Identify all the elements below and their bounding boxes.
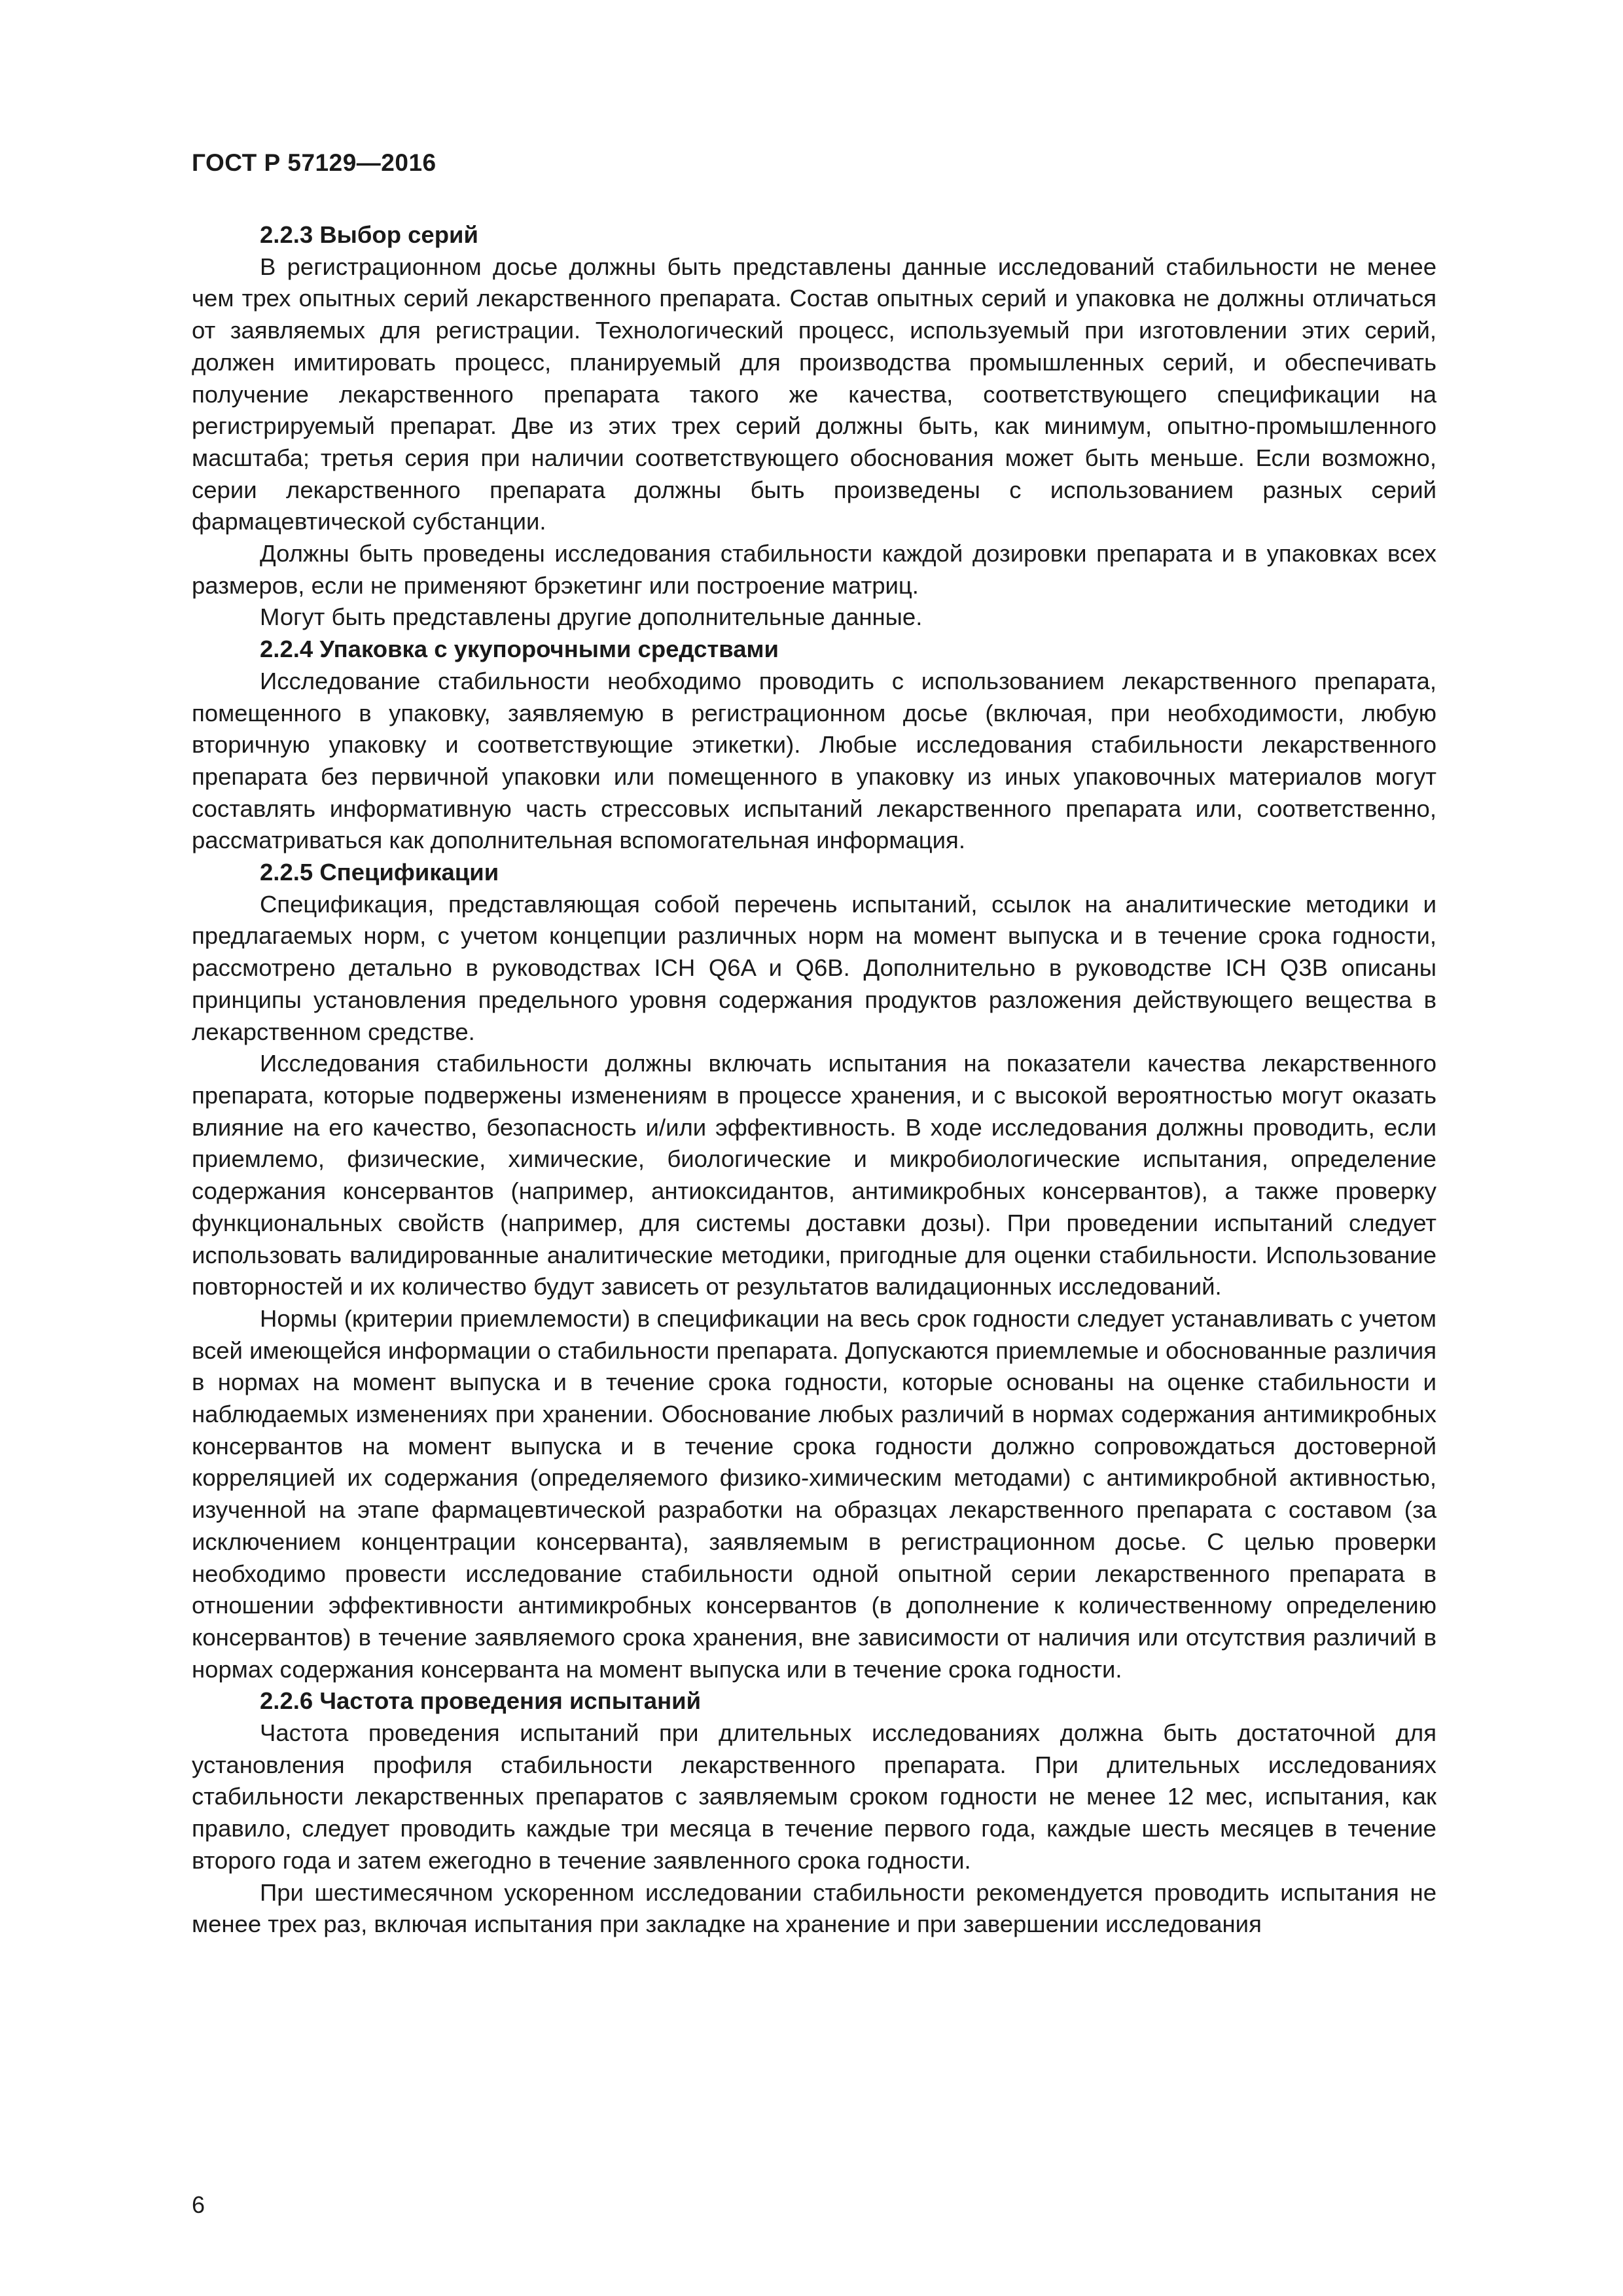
paragraph: Частота проведения испытаний при длительных исследованиях должна быть достаточной для установления профиля стабильности лекарственного препарата. При длительных исследованиях стабильности лекарственных препаратов с заявляемым сроком годности не менее 12 мес, испытания, как правило, следует проводить каждые три месяца в течение первого года, каждые шесть месяцев в течение второго года и затем ежегодно в течение заявленного срока годности. (192, 1719, 1436, 1874)
paragraph: При шестимесячном ускоренном исследовании стабильности рекомендуется проводить испытания не менее трех раз, включая испытания при закладке на хранение и при завершении исследования (192, 1878, 1436, 1938)
paragraph: Могут быть представлены другие дополнительные данные. (260, 603, 923, 631)
standard-id-header: ГОСТ Р 57129—2016 (192, 149, 437, 176)
section-2-2-3 (192, 219, 1436, 634)
paragraph: Исследование стабильности необходимо проводить с использованием лекарственного препарата, помещенного в упаковку, заявляемую в регистрационном досье (включая, при необходимости, любую вторичную упаковку и соответствующие этикетки). Любые исследования стабильности лекарственного препарата без первичной упаковки или помещенного в упаковку из иных упаковочных материалов могут составлять информативную часть стрессовых испытаний лекарственного препарата или, соответственно, рассматриваться как дополнительная вспомогательная информация. (192, 667, 1436, 854)
paragraph: Спецификация, представляющая собой перечень испытаний, ссылок на аналитические методики и предлагаемых норм, с учетом концепции различных норм на момент выпуска и в течение срока годности, рассмотрено детально в руководствах ICH Q6A и Q6B. Дополнительно в руководстве ICH Q3B описаны принципы установления предельного уровня содержания продуктов разложения действующего вещества в лекарственном средстве. (192, 890, 1436, 1045)
section-heading: 2.2.5 Спецификации (260, 859, 499, 886)
paragraph: В регистрационном досье должны быть представлены данные исследований стабильности не менее чем трех опытных серий лекарственного препарата. Состав опытных серий и упаковка не должны отличаться от заявляемых для регистрации. Технологический процесс, используемый при изготовлении этих серий, должен имитировать процесс, планируемый для производства промышленных серий, и обеспечивать получение лекарственного препарата такого же качества, соответствующего спецификации на регистрируемый препарат. Две из этих трех серий должны быть, как минимум, опытно-промышленного масштаба; третья серия при наличии соответствующего обоснования может быть меньше. Если возможно, серии лекарственного препарата должны быть произведены с использованием разных серий фармацевтической субстанции. (192, 253, 1436, 535)
section-heading: 2.2.6 Частота проведения испытаний (260, 1687, 702, 1715)
paragraph: Нормы (критерии приемлемости) в спецификации на весь срок годности следует устанавливать с учетом всей имеющейся информации о стабильности препарата. Допускаются приемлемые и обоснованные различия в нормах на момент выпуска и в течение срока годности, которые основаны на оценке стабильности и наблюдаемых изменениях при хранении. Обоснование любых различий в нормах содержания антимикробных консервантов на момент выпуска и в течение срока годности должно сопровождаться достоверной корреляцией их содержания (определяемого физико-химическим методами) с антимикробной активностью, изученной на этапе фармацевтической разработки на образцах лекарственного препарата с составом (за исключением концентрации консерванта), заявляемым в регистрационном досье. С целью проверки необходимо провести исследование стабильности одной опытной серии лекарственного препарата в отношении эффективности антимикробных консервантов (в дополнение к количественному определению консервантов) в течение заявляемого срока хранения, вне зависимости от наличия или отсутствия различий в нормах содержания консерванта на момент выпуска или в течение срока годности. (192, 1304, 1436, 1683)
section-heading: 2.2.3 Выбор серий (260, 221, 478, 248)
paragraph: Исследования стабильности должны включать испытания на показатели качества лекарственного препарата, которые подвержены изменениям в процессе хранения, и с высокой вероятностью могут оказать влияние на его качество, безопасность и/или эффективность. В ходе исследования должны проводить, если приемлемо, физические, химические, биологические и микробиологические испытания, определение содержания консервантов (например, антиоксидантов, антимикробных консервантов), а также проверку функциональных свойств (например, для системы доставки дозы). При проведении испытаний следует использовать валидированные аналитические методики, пригодные для оценки стабильности. Использование повторностей и их количество будут зависеть от результатов валидационных исследований. (192, 1050, 1436, 1300)
page-number: 6 (192, 2191, 205, 2218)
paragraph: Должны быть проведены исследования стабильности каждой дозировки препарата и в упаковках всех размеров, если не применяют брэкетинг или построение матриц. (192, 540, 1436, 599)
section-2-2-4 (192, 634, 1436, 857)
document-body (192, 219, 1436, 1941)
section-2-2-5 (192, 857, 1436, 1685)
section-heading: 2.2.4 Упаковка с укупорочными средствами (260, 636, 779, 663)
section-2-2-6 (192, 1685, 1436, 1941)
